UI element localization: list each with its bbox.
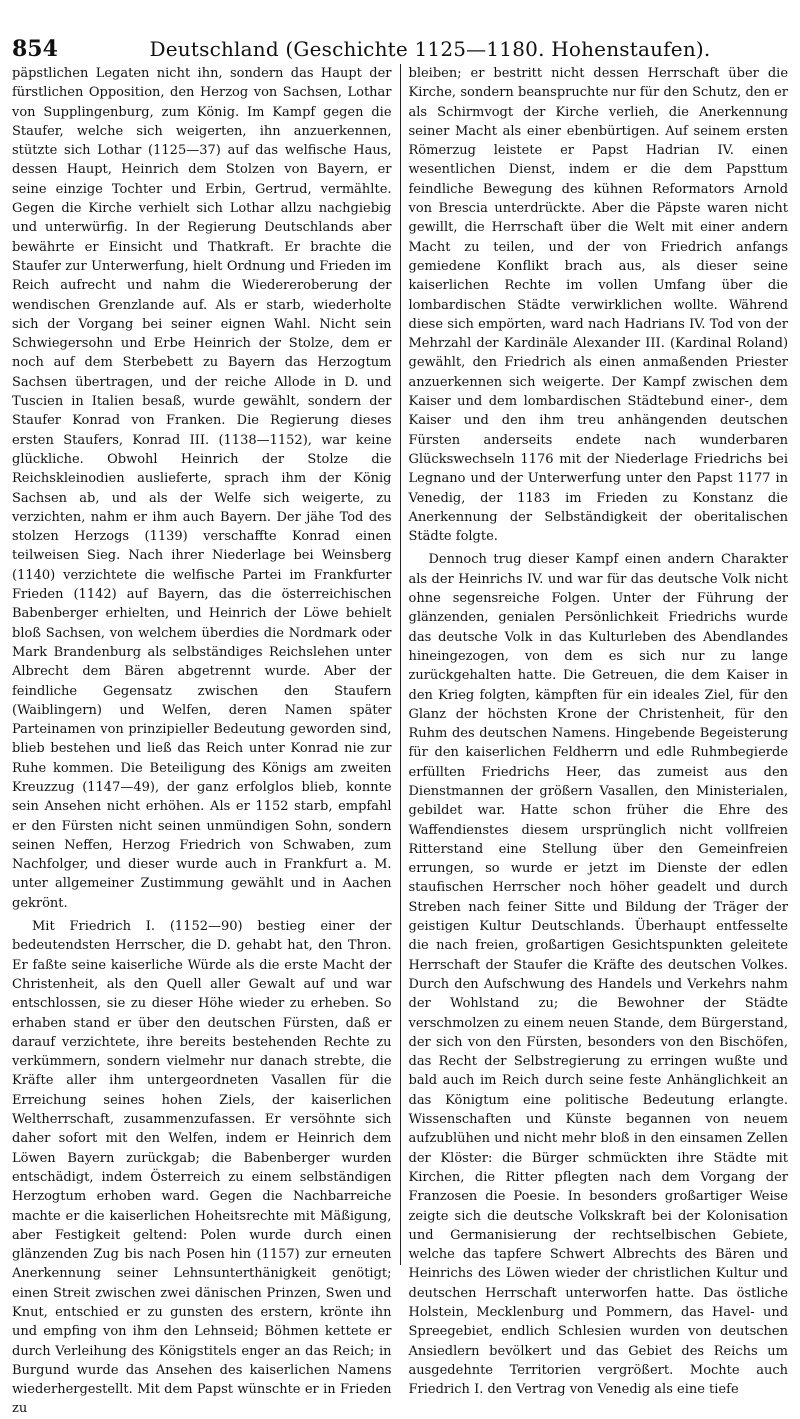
page-number: 854 xyxy=(12,36,58,62)
left-column xyxy=(12,64,400,1417)
paragraph: päpstlichen Legaten nicht ihn, sondern das Haupt der fürstlichen Opposition, den Herzog von Sachsen, Lothar von Supplingenburg, zum König. Im Kampf gegen die Staufer, welche sich weigerten, ihn anzuerkennen, stützte sich Lothar (1125—37) auf das welfische Haus, dessen Haupt, Heinrich dem Stolzen von Bayern, er seine einzige Tochter und Erbin, Gertrud, vermählte. Gegen die Kirche verhielt sich Lothar allzu nachgiebig und unterwürfig. In der Regierung Deutschlands aber bewährte er Einsicht und Thatkraft. Er brachte die Staufer zur Unterwerfung, hielt Ordnung und Frieden im Reich aufrecht und nahm die Wiedereroberung der wendischen Grenzlande auf. Als er starb, wiederholte sich der Vorgang bei seiner eignen Wahl. Nicht sein Schwiegersohn und Erbe Heinrich der Stolze, dem er noch auf dem Sterbebett zu Bayern das Herzogtum Sachsen übertragen, und der reiche Allode in D. und Tuscien in Italien besaß, wurde gewählt, sondern der Staufer Konrad von Franken. Die Regierung dieses ersten Staufers, Konrad III. (1138—1152), war keine glückliche. Obwohl Heinrich der Stolze die Reichskleinodien auslieferte, sprach ihm der König Sachsen ab, und als der Welfe sich weigerte, zu verzichten, nahm er ihm auch Bayern. Der jähe Tod des stolzen Herzogs (1139) verschaffte Konrad einen teilweisen Sieg. Nach ihrer Niederlage bei Weinsberg (1140) verzichtete die welfische Partei im Frankfurter Frieden (1142) auf Bayern, das die österreichischen Babenberger erhielten, und Heinrich der Löwe behielt bloß Sachsen, von welchem überdies die Nordmark oder Mark Brandenburg als selbständiges Reichslehen unter Albrecht dem Bären abgetrennt wurde. Aber der feindliche Gegensatz zwischen den Staufern (Waiblingern) und Welfen, deren Namen später Parteinamen von prinzipieller Bedeutung geworden sind, blieb bestehen und ließ das Reich unter Konrad nie zur Ruhe kommen. Die Beteiligung des Königs am zweiten Kreuzzug (1147—49), der ganz erfolglos blieb, konnte sein Ansehen nicht erhöhen. Als er 1152 starb, empfahl er den Fürsten nicht seinen unmündigen Sohn, sondern seinen Neffen, Herzog Friedrich von Schwaben, zum Nachfolger, und dieser wurde auch in Frankfurt a. M. unter allgemeiner Zustimmung gewählt und in Aachen gekrönt. xyxy=(12,66,392,911)
paragraph: Dennoch trug dieser Kampf einen andern Charakter als der Heinrichs IV. und war für das deutsche Volk nicht ohne segensreiche Folgen. Unter der Führung der glänzenden, genialen Persönlichkeit Friedrichs wurde das deutsche Volk in das Kulturleben des Abendlandes hineingezogen, von dem es sich nur zu lange zurückgehalten hatte. Die Getreuen, die dem Kaiser in den Krieg folgten, kämpften für ein ideales Ziel, für den Glanz der höchsten Krone der Christenheit, für den Ruhm des deutschen Namens. Hingebende Begeisterung für den kaiserlichen Feldherrn und edle Ruhmbegierde erfüllten Friedrichs Heer, das zumeist aus den Dienstmannen der größern Vasallen, den Ministerialen, gebildet war. Hatte schon früher die Ehre des Waffendienstes diesem ursprünglich nicht vollfreien Ritterstand eine Stellung über den Gemeinfreien errungen, so wurde er jetzt im Dienste der edlen staufischen Herrscher noch höher geadelt und durch Streben nach feiner Sitte und Bildung der Träger der geistigen Kultur Deutschlands. Überhaupt entfesselte die nach freien, großartigen Gesichtspunkten geleitete Herrschaft der Staufer die Kräfte des deutschen Volkes. Durch den Aufschwung des Handels und Verkehrs nahm der Wohlstand zu; die Bewohner der Städte verschmolzen zu einem neuen Stande, dem Bürgerstand, der sich von den Fürsten, besonders von den Bischöfen, das Recht der Selbstregierung zu erringen wußte und bald auch im Reich durch seine feste Anhänglichkeit an das Königtum eine politische Bedeutung erlangte. Wissenschaften und Künste begannen von neuem aufzublühen und nicht mehr bloß in den einsamen Zellen der Klöster: die Bürger schmückten ihre Städte mit Kirchen, die Ritter pflegten nach dem Vorgang der Franzosen die Poesie. In besonders großartiger Weise zeigte sich die deutsche Volkskraft bei der Kolonisation und Germanisierung der rechtselbischen Gebiete, welche das tapfere Schwert Albrechts des Bären und Heinrichs des Löwen wieder der christlichen Kultur und deutschen Herrschaft unterworfen hatte. Das östliche Holstein, Mecklenburg und Pommern, das Havel- und Spreegebiet, endlich Schlesien wurden von deutschen Ansiedlern bevölkert und das Gebiet des Reichs um ausgedehnte Territorien vergrößert. Mochte auch Friedrich I. den Vertrag von Venedig als eine tiefe xyxy=(408,552,789,1398)
text-columns xyxy=(12,64,789,1417)
page-header xyxy=(12,36,788,66)
running-head: Deutschland (Geschichte 1125—1180. Hohenstaufen). xyxy=(149,37,711,61)
paragraph: Mit Friedrich I. (1152—90) bestieg einer der bedeutendsten Herrscher, die D. gehabt hat, den Thron. Er faßte seine kaiserliche Würde als die erste Macht der Christenheit, als den Quell aller Gewalt auf und war entschlossen, sie zu dieser Höhe wieder zu erheben. So erhaben stand er über den deutschen Fürsten, daß er darauf verzichtete, ihre bereits bestehenden Rechte zu verkümmern, sondern vielmehr nur danach strebte, die Kräfte aller ihm untergeordneten Vasallen für die Erreichung seines hohen Ziels, der kaiserlichen Weltherrschaft, zusammenzufassen. Er versöhnte sich daher sofort mit den Welfen, indem er Heinrich dem Löwen Bayern zurückgab; die Babenberger wurden entschädigt, indem Österreich zu einem selbständigen Herzogtum erhoben ward. Gegen die Nachbarreiche machte er die kaiserlichen Hoheitsrechte mit Mäßigung, aber Festigkeit geltend: Polen wurde durch einen glänzenden Zug bis nach Posen hin (1157) zur erneuten Anerkennung seiner Lehnsunterthänigkeit genötigt; einen Streit zwischen zwei dänischen Prinzen, Swen und Knut, entschied er zu gunsten des erstern, krönte ihn und empfing von ihm den Lehnseid; Böhmen kettete er durch Verleihung des Königstitels enger an das Reich; in Burgund wurde das Ansehen des kaiserlichen Namens wiederhergestellt. Mit dem Papst wünschte er in Frieden zu xyxy=(12,919,392,1417)
paragraph: bleiben; er bestritt nicht dessen Herrschaft über die Kirche, sondern beanspruchte nur für den Schutz, den er als Schirmvogt der Kirche verlieh, die Anerkennung seiner Macht als einer ebenbürtigen. Auf seinem ersten Römerzug leistete er Papst Hadrian IV. einen wesentlichen Dienst, indem er die dem Papsttum feindliche Bewegung des kühnen Reformators Arnold von Brescia unterdrückte. Aber die Päpste waren nicht gewillt, die Herrschaft über die Welt mit einer andern Macht zu teilen, und der von Friedrich anfangs gemiedene Konflikt brach aus, als dieser seine kaiserlichen Rechte im vollen Umfang über die lombardischen Städte verwirklichen wollte. Während diese sich empörten, ward nach Hadrians IV. Tod von der Mehrzahl der Kardinäle Alexander III. (Kardinal Roland) gewählt, den Friedrich als einen anmaßenden Priester anzuerkennen sich weigerte. Der Kampf zwischen dem Kaiser und dem lombardischen Städtebund einer-, dem Kaiser und den ihm treu anhängenden deutschen Fürsten anderseits endete nach wunderbaren Glückswechseln 1176 mit der Niederlage Friedrichs bei Legnano und der Unterwerfung unter den Papst 1177 in Venedig, der 1183 im Frieden zu Konstanz die Anerkennung der Selbständigkeit der oberitalischen Städte folgte. xyxy=(408,66,789,545)
right-column xyxy=(401,64,789,1398)
